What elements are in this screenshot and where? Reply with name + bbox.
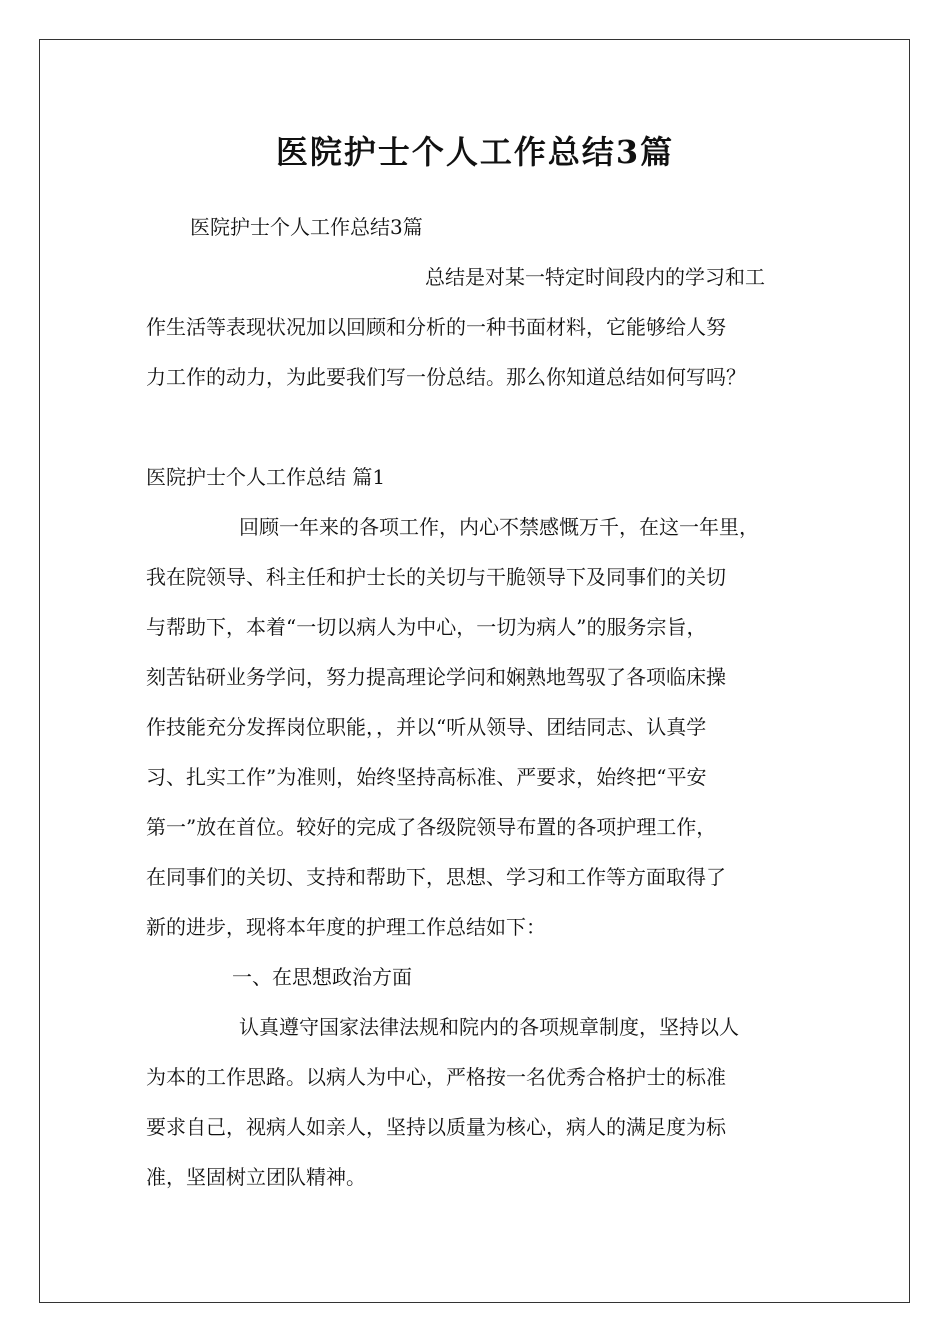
paragraph-line: 习、扎实工作”为准则，始终坚持高标准、严要求，始终把“平安 [146, 765, 707, 789]
paragraph-line: 为本的工作思路。以病人为中心，严格按一名优秀合格护士的标准 [146, 1065, 726, 1089]
paragraph-line: 要求自己，视病人如亲人，坚持以质量为核心，病人的满足度为标 [146, 1115, 726, 1139]
paragraph-line: 在同事们的关切、支持和帮助下，思想、学习和工作等方面取得了 [146, 865, 726, 889]
paragraph-line: 新的进步，现将本年度的护理工作总结如下： [146, 915, 546, 939]
subheading: 一、在思想政治方面 [232, 965, 412, 989]
paragraph-line: 与帮助下，本着“一切以病人为中心，一切为病人”的服务宗旨， [146, 615, 707, 639]
paragraph-line: 作技能充分发挥岗位职能，，并以“听从领导、团结同志、认真学 [146, 715, 707, 739]
document-subtitle: 医院护士个人工作总结3篇 [190, 215, 423, 239]
paragraph-line: 我在院领导、科主任和护士长的关切与干脆领导下及同事们的关切 [146, 565, 726, 589]
document-title: 医院护士个人工作总结3篇 [275, 133, 675, 171]
paragraph-line: 第一”放在首位。较好的完成了各级院领导布置的各项护理工作， [146, 815, 717, 839]
paragraph-line: 认真遵守国家法律法规和院内的各项规章制度，坚持以人 [239, 1015, 739, 1039]
paragraph-line: 准，坚固树立团队精神。 [146, 1165, 366, 1189]
paragraph-line: 回顾一年来的各项工作，内心不禁感慨万千，在这一年里， [239, 515, 759, 539]
intro-line: 总结是对某一特定时间段内的学习和工 [425, 265, 765, 289]
intro-line: 作生活等表现状况加以回顾和分析的一种书面材料，它能够给人努 [146, 315, 726, 339]
paragraph-line: 刻苦钻研业务学问，努力提高理论学问和娴熟地驾驭了各项临床操 [146, 665, 726, 689]
intro-line: 力工作的动力，为此要我们写一份总结。那么你知道总结如何写吗？ [146, 365, 746, 389]
section-heading: 医院护士个人工作总结 篇1 [146, 465, 386, 489]
